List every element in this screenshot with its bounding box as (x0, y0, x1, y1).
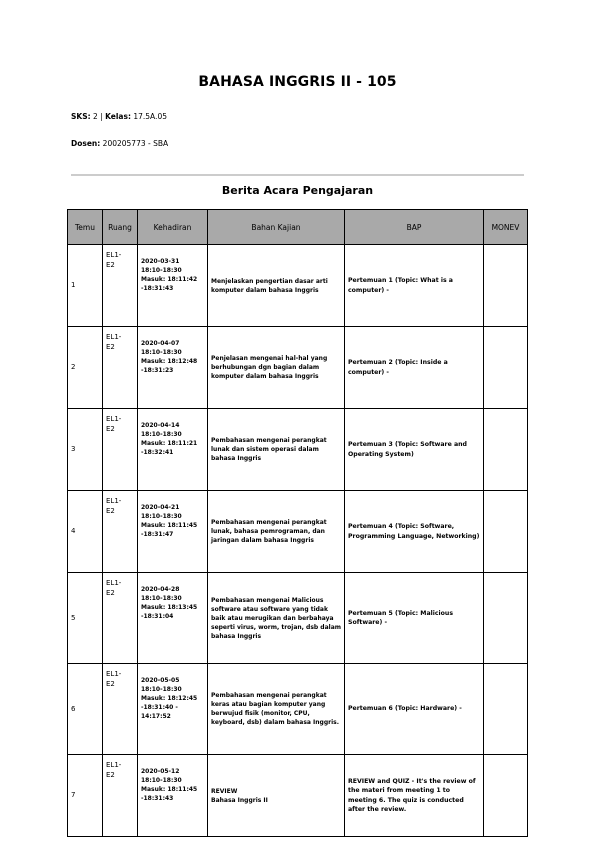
column-header-monev: MONEV (484, 210, 528, 245)
cell-monev (484, 491, 528, 573)
cell-ruang: EL1- E2 (103, 245, 138, 327)
cell-temu: 7 (68, 755, 103, 837)
cell-bahan-kajian: Pembahasan mengenai Malicious software atau software yang tidak baik atau merugikan dan berbahaya seperti virus, worm, trojan, dsb dalam bahasa Inggris (208, 573, 345, 664)
table-header-row (68, 210, 528, 245)
column-header-ruang: Ruang (103, 210, 138, 245)
cell-monev (484, 755, 528, 837)
cell-ruang: EL1- E2 (103, 491, 138, 573)
teaching-report-table (67, 209, 528, 837)
cell-temu: 4 (68, 491, 103, 573)
cell-bahan-kajian: Pembahasan mengenai perangkat lunak dan sistem operasi dalam bahasa Inggris (208, 409, 345, 491)
table-row (68, 245, 528, 327)
cell-monev (484, 327, 528, 409)
cell-bap: Pertemuan 6 (Topic: Hardware) - (345, 664, 484, 755)
sks-label: SKS: (71, 112, 91, 121)
cell-monev (484, 573, 528, 664)
kelas-value: 17.5A.05 (133, 112, 167, 121)
cell-bahan-kajian: Menjelaskan pengertian dasar arti komputer dalam bahasa Inggris (208, 245, 345, 327)
cell-temu: 6 (68, 664, 103, 755)
column-header-bap: BAP (345, 210, 484, 245)
divider (71, 174, 524, 176)
table-row (68, 327, 528, 409)
cell-bap: Pertemuan 1 (Topic: What is a computer) - (345, 245, 484, 327)
table-row (68, 664, 528, 755)
cell-bahan-kajian: REVIEW Bahasa Inggris II (208, 755, 345, 837)
table-row (68, 573, 528, 664)
cell-bahan-kajian: Pembahasan mengenai perangkat keras atau bagian komputer yang berwujud fisik (monitor, CPU, keyboard, dsb) dalam bahasa Inggris. (208, 664, 345, 755)
sks-value: 2 | (93, 112, 103, 121)
lecturer-meta (71, 139, 168, 148)
page-title: BAHASA INGGRIS II - 105 (198, 74, 397, 90)
cell-ruang: EL1- E2 (103, 755, 138, 837)
column-header-temu: Temu (68, 210, 103, 245)
cell-ruang: EL1- E2 (103, 327, 138, 409)
cell-kehadiran: 2020-04-07 18:10-18:30 Masuk: 18:12:48 -18:31:23 (138, 327, 208, 409)
kelas-label: Kelas: (105, 112, 131, 121)
cell-temu: 2 (68, 327, 103, 409)
table-row (68, 491, 528, 573)
column-header-bahan-kajian: Bahan Kajian (208, 210, 345, 245)
cell-temu: 3 (68, 409, 103, 491)
cell-ruang: EL1- E2 (103, 664, 138, 755)
column-header-kehadiran: Kehadiran (138, 210, 208, 245)
table-row (68, 755, 528, 837)
table-row (68, 409, 528, 491)
cell-monev (484, 409, 528, 491)
dosen-label: Dosen: (71, 139, 101, 148)
cell-temu: 1 (68, 245, 103, 327)
cell-temu: 5 (68, 573, 103, 664)
cell-bap: Pertemuan 4 (Topic: Software, Programming Language, Networking) (345, 491, 484, 573)
cell-kehadiran: 2020-05-05 18:10-18:30 Masuk: 18:12:45 -18:31:40 - 14:17:52 (138, 664, 208, 755)
cell-ruang: EL1- E2 (103, 409, 138, 491)
cell-bap: Pertemuan 3 (Topic: Software and Operating System) (345, 409, 484, 491)
cell-bahan-kajian: Pembahasan mengenai perangkat lunak, bahasa pemrograman, dan jaringan dalam bahasa Inggris (208, 491, 345, 573)
cell-monev (484, 664, 528, 755)
cell-bap: Pertemuan 5 (Topic: Malicious Software) - (345, 573, 484, 664)
cell-kehadiran: 2020-03-31 18:10-18:30 Masuk: 18:11:42 -18:31:43 (138, 245, 208, 327)
cell-bahan-kajian: Penjelasan mengenai hal-hal yang berhubungan dgn bagian dalam komputer dalam bahasa Inggris (208, 327, 345, 409)
cell-kehadiran: 2020-04-28 18:10-18:30 Masuk: 18:13:45 -18:31:04 (138, 573, 208, 664)
cell-kehadiran: 2020-05-12 18:10-18:30 Masuk: 18:11:45 -18:31:43 (138, 755, 208, 837)
section-title: Berita Acara Pengajaran (221, 184, 374, 197)
cell-bap: Pertemuan 2 (Topic: Inside a computer) - (345, 327, 484, 409)
course-meta (71, 112, 167, 121)
cell-ruang: EL1- E2 (103, 573, 138, 664)
cell-bap: REVIEW and QUIZ - It's the review of the materi from meeting 1 to meeting 6. The quiz is conducted after the review. (345, 755, 484, 837)
cell-monev (484, 245, 528, 327)
cell-kehadiran: 2020-04-14 18:10-18:30 Masuk: 18:11:21 -18:32:41 (138, 409, 208, 491)
dosen-value: 200205773 - SBA (102, 139, 169, 148)
cell-kehadiran: 2020-04-21 18:10-18:30 Masuk: 18:11:45 -18:31:47 (138, 491, 208, 573)
